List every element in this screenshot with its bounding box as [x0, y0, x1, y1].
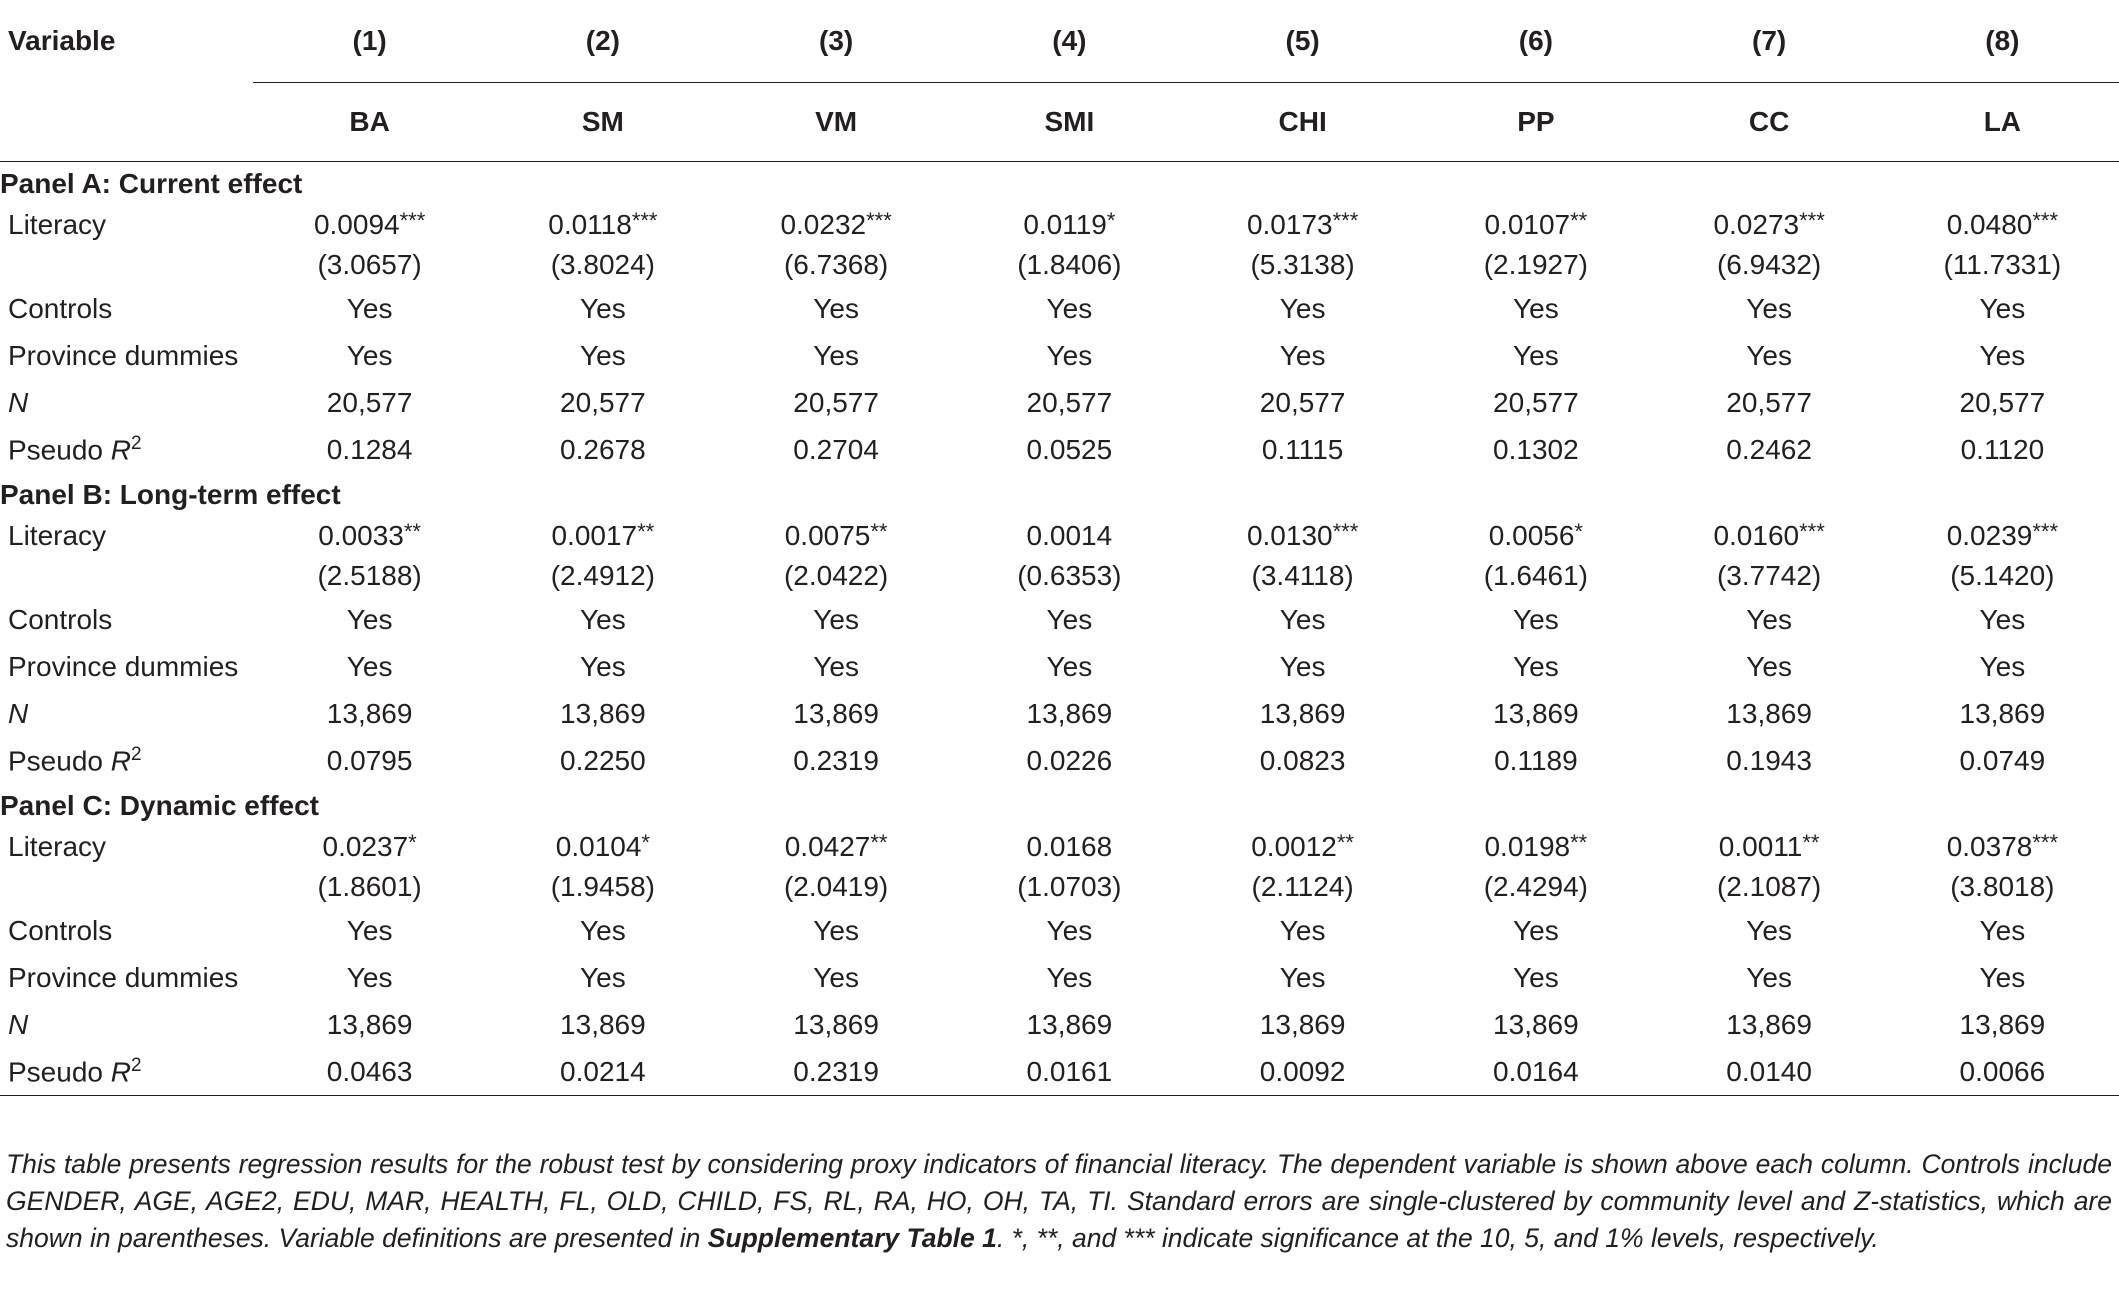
- panel-a-zstat-row: [0, 244, 2119, 285]
- n-cell: 13,869: [560, 1008, 646, 1040]
- significance-stars: **: [870, 519, 888, 544]
- pseudo-r2-cell: 0.1189: [1494, 744, 1578, 776]
- n-cell: 13,869: [793, 697, 879, 729]
- province-dummies-cell: Yes: [813, 961, 859, 993]
- pseudo-label-superscript: 2: [130, 432, 142, 454]
- significance-stars: **: [870, 830, 888, 855]
- panel-c-title: Panel C: Dynamic effect: [0, 790, 319, 821]
- pseudo-label-text: Pseudo: [8, 434, 111, 466]
- row-label-literacy: Literacy: [8, 520, 107, 551]
- n-cell: 20,577: [326, 386, 413, 418]
- column-name-6: PP: [1419, 83, 1652, 162]
- panel-b-province-dummies-row: [0, 643, 2119, 690]
- coef-cell: [1186, 517, 1419, 555]
- zstat-cell: (2.5188): [317, 559, 422, 591]
- pseudo-r2-cell: 0.2704: [793, 433, 879, 465]
- significance-stars: ***: [2032, 208, 2059, 233]
- row-label-province-dummies: Province dummies: [8, 339, 239, 371]
- zstat-cell: (3.4118): [1251, 559, 1354, 591]
- pseudo-r2-cell: 0.0749: [1959, 744, 2046, 776]
- coef-cell: [253, 828, 486, 866]
- zstat-cell: (3.0657): [317, 248, 422, 280]
- controls-cell: Yes: [1979, 292, 2026, 324]
- province-dummies-cell: Yes: [580, 339, 626, 371]
- coef-value: 0.0160: [1713, 520, 1800, 551]
- column-number-8: (8): [1985, 25, 2020, 56]
- row-label-n: N: [8, 1008, 29, 1040]
- panel-c-province-dummies-row: [0, 954, 2119, 1001]
- pseudo-r2-cell: 0.0161: [953, 1048, 1186, 1096]
- pseudo-r2-cell: 0.0140: [1653, 1048, 1886, 1096]
- pseudo-label-superscript: 2: [130, 1054, 142, 1076]
- controls-cell: Yes: [813, 914, 859, 946]
- province-dummies-cell: Yes: [1513, 961, 1559, 993]
- pseudo-r2-cell: 0.0164: [1419, 1048, 1652, 1096]
- zstat-cell: (5.1420): [1950, 559, 2055, 591]
- column-name-8: LA: [1886, 83, 2119, 162]
- zstat-cell: (2.4912): [550, 559, 656, 591]
- pseudo-label-r: R: [110, 745, 131, 777]
- zstat-cell: (2.1124): [1251, 870, 1354, 902]
- panel-c-literacy-row: [0, 828, 2119, 866]
- zstat-cell: (2.0422): [783, 559, 889, 591]
- n-cell: 20,577: [1026, 386, 1113, 418]
- significance-stars: *: [641, 830, 650, 855]
- controls-cell: Yes: [1746, 603, 1792, 635]
- header-row-numbers: [0, 0, 2119, 83]
- column-number-1: (1): [352, 25, 387, 56]
- n-cell: 20,577: [1726, 386, 1812, 418]
- controls-cell: Yes: [1046, 914, 1093, 946]
- row-label-controls: Controls: [8, 292, 113, 324]
- zstat-cell: (3.8024): [550, 248, 656, 280]
- pseudo-r2-cell: 0.0823: [1259, 744, 1346, 776]
- panel-a-controls-row: [0, 285, 2119, 332]
- controls-cell: Yes: [1279, 292, 1326, 324]
- pseudo-label-text: Pseudo: [8, 745, 111, 777]
- row-label-literacy: Literacy: [8, 831, 107, 862]
- controls-cell: Yes: [1279, 914, 1326, 946]
- significance-stars: ***: [2032, 830, 2059, 855]
- coef-cell: [1419, 828, 1652, 866]
- column-name-1: BA: [253, 83, 486, 162]
- column-number-3: (3): [819, 25, 854, 56]
- n-cell: 20,577: [793, 386, 879, 418]
- panel-b-zstat-row: [0, 555, 2119, 596]
- zstat-cell: (2.4294): [1483, 870, 1589, 902]
- panel-a-province-dummies-row: [0, 332, 2119, 379]
- zstat-cell: (2.1087): [1716, 870, 1822, 902]
- coef-cell: [953, 828, 1186, 866]
- province-dummies-cell: Yes: [1979, 961, 2026, 993]
- significance-stars: ***: [1332, 519, 1359, 544]
- coef-value: 0.0075: [784, 520, 871, 551]
- n-cell: 13,869: [326, 1008, 413, 1040]
- coef-value: 0.0232: [780, 209, 867, 240]
- coef-cell: [1419, 206, 1652, 244]
- province-dummies-cell: Yes: [813, 339, 859, 371]
- coef-cell: [253, 517, 486, 555]
- n-cell: 20,577: [560, 386, 646, 418]
- row-label-controls: Controls: [8, 914, 113, 946]
- coef-cell: [1653, 206, 1886, 244]
- pseudo-r2-cell: 0.1115: [1261, 433, 1344, 465]
- controls-cell: Yes: [346, 914, 393, 946]
- province-dummies-cell: Yes: [1279, 961, 1326, 993]
- coef-cell: [953, 206, 1186, 244]
- controls-cell: Yes: [813, 603, 859, 635]
- zstat-cell: (5.3138): [1250, 248, 1355, 280]
- panel-b-pseudo-r2-row: [0, 737, 2119, 784]
- zstat-cell: (1.8406): [1017, 248, 1122, 280]
- zstat-cell: (1.8601): [317, 870, 422, 902]
- province-dummies-cell: Yes: [580, 650, 626, 682]
- province-dummies-cell: Yes: [1513, 650, 1559, 682]
- significance-stars: ***: [1332, 208, 1359, 233]
- pseudo-r2-cell: 0.0092: [1186, 1048, 1419, 1096]
- province-dummies-cell: Yes: [1979, 339, 2026, 371]
- coef-value: 0.0198: [1484, 831, 1571, 862]
- column-name-2: SM: [486, 83, 719, 162]
- zstat-cell: (6.9432): [1716, 248, 1822, 280]
- note-supplementary-ref: Supplementary Table 1: [707, 1223, 997, 1253]
- table-note: [6, 1146, 2112, 1257]
- controls-cell: Yes: [1046, 292, 1093, 324]
- coef-cell: [1886, 206, 2119, 244]
- panel-a-title-row: [0, 162, 2119, 207]
- province-dummies-cell: Yes: [1046, 961, 1093, 993]
- pseudo-r2-cell: 0.1302: [1493, 433, 1579, 465]
- coef-value: 0.0427: [784, 831, 871, 862]
- pseudo-label-r: R: [110, 1056, 131, 1088]
- panel-c-zstat-row: [0, 866, 2119, 907]
- significance-stars: **: [1336, 830, 1354, 855]
- pseudo-r2-cell: 0.1943: [1726, 744, 1812, 776]
- zstat-cell: (3.7742): [1716, 559, 1822, 591]
- row-label-pseudo-r2: [0, 426, 253, 473]
- coef-cell: [720, 828, 953, 866]
- pseudo-label-superscript: 2: [130, 743, 142, 765]
- coef-value: 0.0119: [1023, 209, 1107, 240]
- coef-value: 0.0056: [1488, 520, 1575, 551]
- coef-cell: [1653, 517, 1886, 555]
- controls-cell: Yes: [1979, 603, 2026, 635]
- coef-value: 0.0094: [313, 209, 400, 240]
- significance-stars: **: [403, 519, 421, 544]
- panel-b-controls-row: [0, 596, 2119, 643]
- note-text-part1: This table presents regression results for the robust test by considering proxy indicators of financial literacy. The dependent variable is shown above each column. Controls include GENDER, AGE, AGE2, EDU, MAR, HEALTH, FL, OLD, CHILD, FS, RL, RA, HO, OH, TA, TI. Standard errors are single-clustered by community level and Z-statistics, which are shown in parentheses. Variable definitions are presented in: [6, 1149, 2112, 1253]
- zstat-cell: (1.6461): [1483, 559, 1589, 591]
- coef-value: 0.0237: [322, 831, 409, 862]
- pseudo-r2-cell: 0.0795: [326, 744, 413, 776]
- coef-cell: [1653, 828, 1886, 866]
- column-name-7: CC: [1653, 83, 1886, 162]
- pseudo-r2-cell: 0.0066: [1886, 1048, 2119, 1096]
- row-label-pseudo-r2: [0, 737, 253, 784]
- column-number-7: (7): [1752, 25, 1787, 56]
- coef-value: 0.0118: [548, 209, 632, 240]
- coef-value: 0.0107: [1484, 209, 1571, 240]
- column-name-3: VM: [720, 83, 953, 162]
- n-cell: 13,869: [1259, 697, 1346, 729]
- panel-a-title: Panel A: Current effect: [0, 168, 303, 199]
- zstat-label-blank: [0, 555, 253, 596]
- zstat-cell: (1.9458): [550, 870, 656, 902]
- zstat-cell: (0.6353): [1017, 559, 1122, 591]
- column-number-4: (4): [1052, 25, 1087, 56]
- pseudo-r2-cell: 0.2250: [560, 744, 646, 776]
- province-dummies-cell: Yes: [580, 961, 626, 993]
- pseudo-r2-cell: 0.0214: [486, 1048, 719, 1096]
- province-dummies-cell: Yes: [1046, 650, 1093, 682]
- n-cell: 13,869: [1959, 1008, 2046, 1040]
- significance-stars: ***: [399, 208, 426, 233]
- controls-cell: Yes: [346, 603, 393, 635]
- n-cell: 13,869: [1726, 697, 1812, 729]
- coef-cell: [486, 828, 719, 866]
- n-cell: 20,577: [1493, 386, 1579, 418]
- coef-cell: [1186, 206, 1419, 244]
- panel-a-n-row: [0, 379, 2119, 426]
- zstat-cell: (11.7331): [1943, 248, 2062, 280]
- column-name-5: CHI: [1186, 83, 1419, 162]
- controls-cell: Yes: [1746, 914, 1792, 946]
- coef-cell: [1886, 517, 2119, 555]
- pseudo-r2-cell: 0.2462: [1726, 433, 1812, 465]
- controls-cell: Yes: [1046, 603, 1093, 635]
- pseudo-r2-cell: 0.1284: [326, 433, 413, 465]
- coef-cell: [1886, 828, 2119, 866]
- significance-stars: *: [1574, 519, 1583, 544]
- province-dummies-cell: Yes: [1279, 650, 1326, 682]
- significance-stars: **: [637, 519, 655, 544]
- coef-cell: [253, 206, 486, 244]
- panel-c-n-row: [0, 1001, 2119, 1048]
- n-cell: 13,869: [326, 697, 413, 729]
- controls-cell: Yes: [346, 292, 393, 324]
- panel-b-title-row: [0, 473, 2119, 517]
- variable-header: Variable: [8, 25, 116, 57]
- coef-cell: [953, 517, 1186, 555]
- province-dummies-cell: Yes: [1979, 650, 2026, 682]
- significance-stars: **: [1570, 830, 1588, 855]
- n-cell: 13,869: [793, 1008, 879, 1040]
- controls-cell: Yes: [580, 292, 626, 324]
- pseudo-r2-cell: 0.2319: [793, 744, 879, 776]
- controls-cell: Yes: [1513, 603, 1559, 635]
- significance-stars: *: [408, 830, 417, 855]
- province-dummies-cell: Yes: [813, 650, 859, 682]
- table-body: [0, 162, 2119, 1096]
- zstat-cell: (2.1927): [1483, 248, 1589, 280]
- coef-value: 0.0104: [555, 831, 642, 862]
- zstat-cell: (1.0703): [1017, 870, 1122, 902]
- controls-cell: Yes: [580, 914, 626, 946]
- significance-stars: ***: [1799, 519, 1825, 544]
- column-number-5: (5): [1285, 25, 1320, 56]
- zstat-label-blank: [0, 244, 253, 285]
- n-cell: 13,869: [1493, 1008, 1579, 1040]
- coef-value: 0.0014: [1026, 520, 1113, 551]
- column-number-2: (2): [585, 25, 620, 56]
- province-dummies-cell: Yes: [1746, 961, 1792, 993]
- province-dummies-cell: Yes: [1746, 650, 1792, 682]
- controls-cell: Yes: [1513, 914, 1559, 946]
- zstat-label-blank: [0, 866, 253, 907]
- pseudo-r2-cell: 0.1120: [1960, 433, 2045, 465]
- controls-cell: Yes: [1513, 292, 1559, 324]
- row-label-pseudo-r2: [0, 1048, 253, 1096]
- coef-cell: [486, 517, 719, 555]
- row-label-controls: Controls: [8, 603, 113, 635]
- province-dummies-cell: Yes: [1746, 339, 1792, 371]
- panel-b-title: Panel B: Long-term effect: [0, 479, 341, 510]
- n-cell: 13,869: [560, 697, 646, 729]
- n-cell: 13,869: [1726, 1008, 1812, 1040]
- row-label-n: N: [8, 386, 29, 418]
- panel-a-pseudo-r2-row: [0, 426, 2119, 473]
- zstat-cell: (2.0419): [783, 870, 889, 902]
- province-dummies-cell: Yes: [346, 650, 393, 682]
- n-cell: 20,577: [1259, 386, 1346, 418]
- controls-cell: Yes: [813, 292, 859, 324]
- significance-stars: **: [1570, 208, 1588, 233]
- n-cell: 20,577: [1959, 386, 2046, 418]
- pseudo-label-r: R: [110, 434, 131, 466]
- coef-cell: [720, 517, 953, 555]
- coef-value: 0.0273: [1713, 209, 1800, 240]
- column-name-4: SMI: [953, 83, 1186, 162]
- header-blank-cell: [0, 83, 253, 162]
- significance-stars: ***: [631, 208, 658, 233]
- province-dummies-cell: Yes: [1513, 339, 1559, 371]
- controls-cell: Yes: [580, 603, 626, 635]
- coef-cell: [486, 206, 719, 244]
- panel-c-controls-row: [0, 907, 2119, 954]
- pseudo-r2-cell: 0.0463: [253, 1048, 486, 1096]
- coef-value: 0.0017: [551, 520, 638, 551]
- coef-cell: [1419, 517, 1652, 555]
- panel-b-literacy-row: [0, 517, 2119, 555]
- row-label-province-dummies: Province dummies: [8, 650, 239, 682]
- coef-value: 0.0378: [1946, 831, 2033, 862]
- significance-stars: *: [1106, 208, 1116, 233]
- significance-stars: ***: [866, 208, 892, 233]
- coef-cell: [1186, 828, 1419, 866]
- coef-cell: [720, 206, 953, 244]
- significance-stars: **: [1802, 830, 1820, 855]
- note-text-part2: . *, **, and *** indicate significance at the 10, 5, and 1% levels, respectively.: [996, 1223, 1879, 1253]
- coef-value: 0.0168: [1026, 831, 1113, 862]
- n-cell: 13,869: [1026, 697, 1113, 729]
- coef-value: 0.0033: [318, 520, 404, 551]
- controls-cell: Yes: [1279, 603, 1326, 635]
- zstat-cell: (3.8018): [1950, 870, 2055, 902]
- coef-value: 0.0173: [1246, 209, 1333, 240]
- row-label-literacy: Literacy: [8, 209, 107, 240]
- significance-stars: ***: [1799, 208, 1825, 233]
- significance-stars: ***: [2032, 519, 2059, 544]
- n-cell: 13,869: [1259, 1008, 1346, 1040]
- province-dummies-cell: Yes: [346, 961, 393, 993]
- n-cell: 13,869: [1959, 697, 2046, 729]
- row-label-province-dummies: Province dummies: [8, 961, 239, 993]
- n-cell: 13,869: [1026, 1008, 1113, 1040]
- coef-value: 0.0130: [1246, 520, 1333, 551]
- coef-value: 0.0011: [1718, 831, 1803, 862]
- coef-value: 0.0480: [1946, 209, 2033, 240]
- coef-value: 0.0239: [1946, 520, 2033, 551]
- province-dummies-cell: Yes: [1279, 339, 1326, 371]
- pseudo-r2-cell: 0.0226: [1026, 744, 1113, 776]
- panel-a-literacy-row: [0, 206, 2119, 244]
- panel-b-n-row: [0, 690, 2119, 737]
- panel-c-title-row: [0, 784, 2119, 828]
- panel-c-pseudo-r2-row: [0, 1048, 2119, 1096]
- pseudo-r2-cell: 0.2678: [560, 433, 646, 465]
- column-number-6: (6): [1518, 25, 1553, 56]
- pseudo-label-text: Pseudo: [8, 1056, 111, 1088]
- pseudo-r2-cell: 0.2319: [720, 1048, 953, 1096]
- pseudo-r2-cell: 0.0525: [1026, 433, 1113, 465]
- province-dummies-cell: Yes: [346, 339, 393, 371]
- header-row-names: [0, 83, 2119, 162]
- zstat-cell: (6.7368): [783, 248, 889, 280]
- province-dummies-cell: Yes: [1046, 339, 1093, 371]
- n-cell: 13,869: [1493, 697, 1579, 729]
- row-label-n: N: [8, 697, 29, 729]
- controls-cell: Yes: [1979, 914, 2026, 946]
- coef-value: 0.0012: [1251, 831, 1337, 862]
- controls-cell: Yes: [1746, 292, 1792, 324]
